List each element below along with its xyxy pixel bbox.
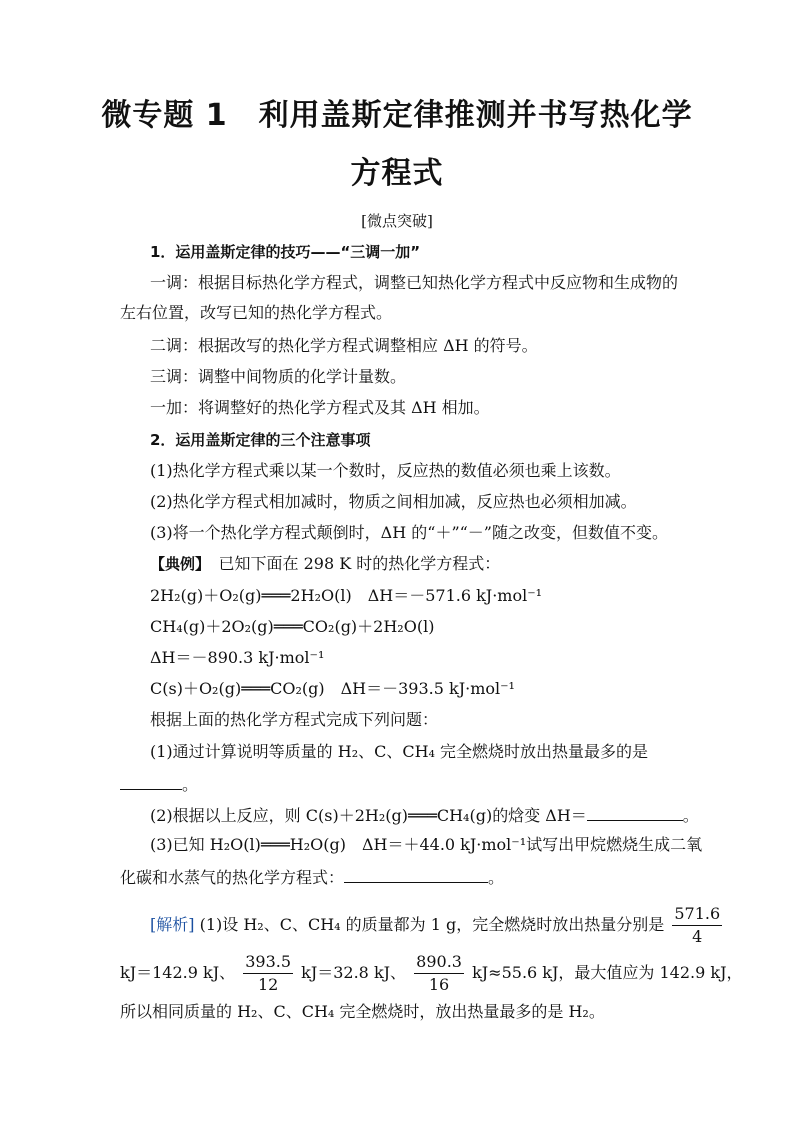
tips-heading: 1．运用盖斯定律的技巧——“三调一加” [150,243,421,261]
tip-step3: 三调：调整中间物质的化学计量数。 [150,367,407,386]
notes-heading: 2．运用盖斯定律的三个注意事项 [150,431,371,449]
equation-3: C(s)＋O₂(g)═══CO₂(g) ΔH＝－393.5 kJ·mol⁻¹ [150,679,515,698]
question-1-end: 。 [182,775,199,794]
section-tag: [微点突破] [361,212,433,230]
analysis-text-2b: kJ＝32.8 kJ、 [301,963,407,982]
question-3-continued: 化碳和水蒸气的热化学方程式： [120,868,345,887]
equation-1: 2H₂(g)＋O₂(g)═══2H₂O(l) ΔH＝－571.6 kJ·mol⁻¹ [150,586,543,605]
note-2: (2)热化学方程式相加减时，物质之间相加减，反应热也必须相加减。 [150,492,637,511]
equation-2-enthalpy: ΔH＝－890.3 kJ·mol⁻¹ [150,648,325,667]
question-3-line2 [120,864,680,890]
answer-blank-3[interactable] [344,864,488,883]
question-2-end: 。 [682,806,699,825]
analysis-text-2a: kJ＝142.9 kJ、 [120,963,236,982]
analysis-line-2 [120,951,743,995]
example-intro: 已知下面在 298 K 时的热化学方程式： [202,554,501,573]
page-title-line-2: 方程式 [350,156,444,191]
example-intro-line [150,552,680,576]
note-3: (3)将一个热化学方程式颠倒时，ΔH 的“＋”“－”随之改变，但数值不变。 [150,523,668,542]
page-title-line-1: 微专题 1 利用盖斯定律推测并书写热化学 [101,98,693,133]
example-label: 【典例】 [150,555,203,573]
tip-step4: 一加：将调整好的热化学方程式及其 ΔH 相加。 [150,398,490,417]
fraction-ch4-numerator: 890.3 [414,951,464,974]
answer-blank-2[interactable] [587,802,683,821]
analysis-text-1: (1)设 H₂、C、CH₄ 的质量都为 1 g，完全燃烧时放出热量分别是 [199,915,665,934]
question-2: (2)根据以上反应，则 C(s)＋2H₂(g)═══CH₄(g)的焓变 ΔH＝ [150,806,587,825]
question-3-end: 。 [488,868,505,887]
fraction-c-numerator: 393.5 [243,951,293,974]
fraction-h2-numerator: 571.6 [672,903,722,926]
question-prompt: 根据上面的热化学方程式完成下列问题： [150,710,439,729]
tip-step2: 二调：根据改写的热化学方程式调整相应 ΔH 的符号。 [150,336,538,355]
analysis-line-3: 所以相同质量的 H₂、C、CH₄ 完全燃烧时，放出热量最多的是 H₂。 [120,1002,605,1021]
question-2-line [150,802,699,828]
fraction-ch4-denominator: 16 [428,975,450,994]
analysis-label: [解析] [150,915,195,934]
question-1-answer-line [120,771,680,797]
note-1: (1)热化学方程式乘以某一个数时，反应热的数值必须也乘上该数。 [150,461,621,480]
question-3: (3)已知 H₂O(l)═══H₂O(g) ΔH＝＋44.0 kJ·mol⁻¹试写出甲烷燃烧生成二氧 [150,835,703,854]
tip-step1-line2: 左右位置，改写已知的热化学方程式。 [120,303,393,322]
fraction-h2-denominator: 4 [692,927,703,946]
fraction-c-denominator: 12 [257,975,279,994]
analysis-text-2c: kJ≈55.6 kJ，最大值应为 142.9 kJ， [472,963,743,982]
tip-step1-line1: 一调：根据目标热化学方程式，调整已知热化学方程式中反应物和生成物的 [150,273,679,292]
answer-blank-1[interactable] [120,771,182,790]
equation-2: CH₄(g)＋2O₂(g)═══CO₂(g)＋2H₂O(l) [150,617,435,636]
fraction-c [243,951,293,996]
analysis-line-1 [150,903,721,947]
question-1: (1)通过计算说明等质量的 H₂、C、CH₄ 完全燃烧时放出热量最多的是 [150,742,649,761]
fraction-h2 [672,903,722,948]
fraction-ch4 [414,951,464,996]
